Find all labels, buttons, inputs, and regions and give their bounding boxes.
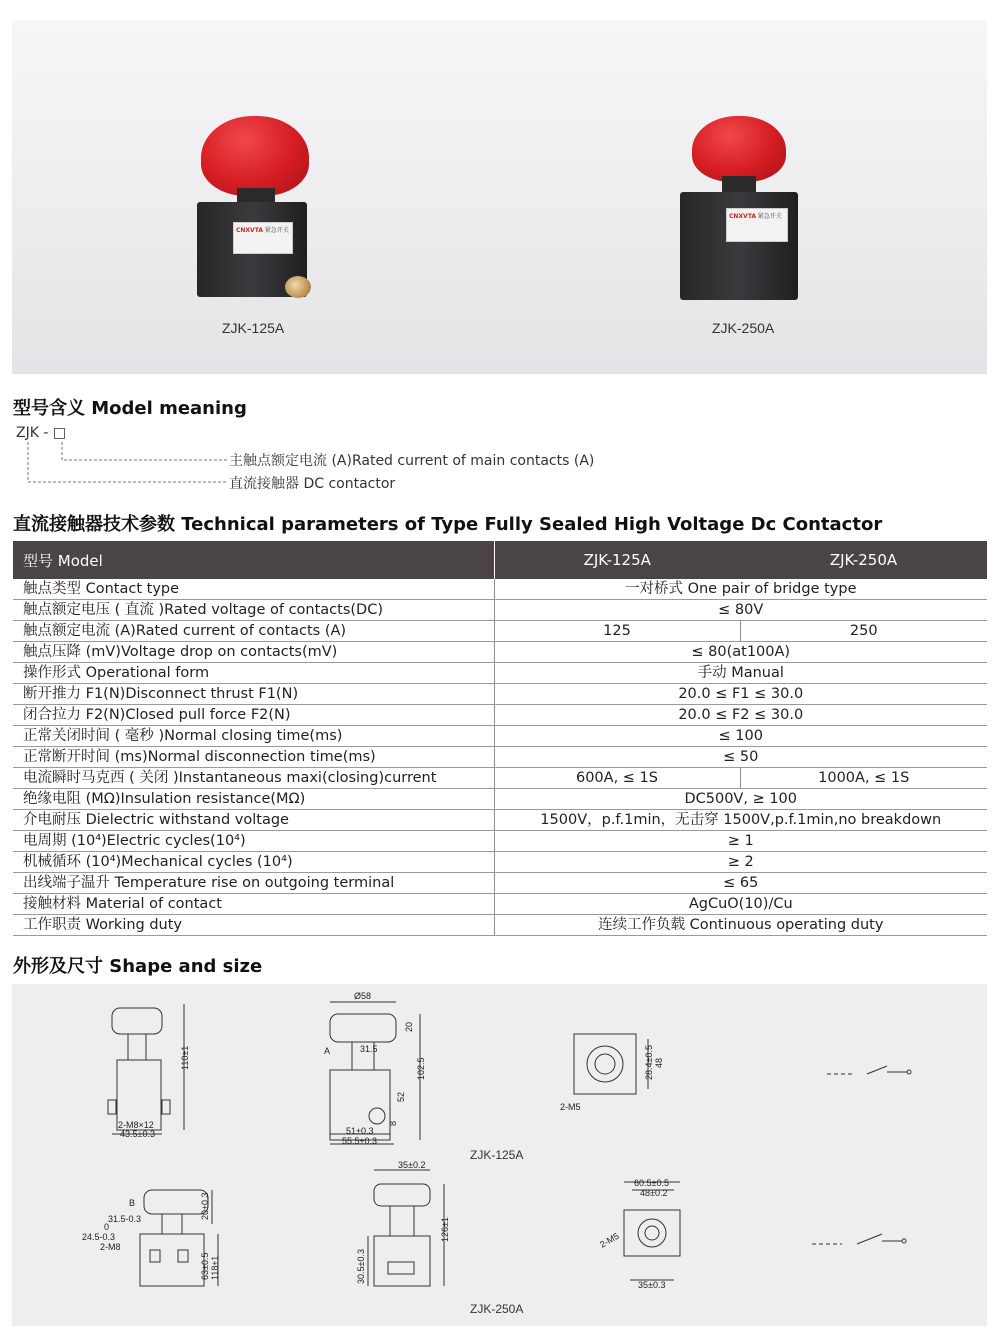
table-row (13, 621, 987, 642)
product-caption-125a: ZJK-125A (222, 320, 285, 336)
table-row (13, 642, 987, 663)
table-row (13, 747, 987, 768)
table-header-row (13, 541, 987, 579)
dim-label: A (324, 1046, 331, 1056)
param-value: ≤ 65 (494, 873, 987, 894)
table-row (13, 789, 987, 810)
param-value: ≤ 80(at100A) (494, 642, 987, 663)
param-label: 操作形式 Operational form (13, 663, 494, 684)
dim-label: 20 (404, 1021, 414, 1032)
dim-label: 35±0.3 (638, 1280, 666, 1290)
product-zjk-250a-image (680, 116, 805, 306)
dim-label: 118±1 (210, 1255, 220, 1280)
param-label: 电流瞬时马克西 ( 关闭 )Instantaneous maxi(closing)current (13, 768, 494, 789)
model-code: ZJK - □ (16, 425, 67, 441)
table-row (13, 768, 987, 789)
param-value: ≤ 100 (494, 726, 987, 747)
param-label: 触点类型 Contact type (13, 579, 494, 600)
plate-label: 紧急开关 (264, 227, 289, 234)
model-meaning-connector-lines (20, 440, 230, 486)
model-meaning-title: 型号含义 Model meaning (13, 398, 247, 419)
param-value: 20.0 ≤ F1 ≤ 30.0 (494, 684, 987, 705)
brand-label: CNXVTA (236, 227, 263, 234)
param-value: 一对桥式 One pair of bridge type (494, 579, 987, 600)
dim-label: 102.5 (416, 1057, 426, 1080)
dim-label: 2-M8×12 (118, 1120, 154, 1130)
dim-label: B (129, 1198, 136, 1208)
dim-label: 30.5±0.3 (356, 1249, 366, 1284)
table-row (13, 894, 987, 915)
param-value: ≤ 80V (494, 600, 987, 621)
table-row (13, 852, 987, 873)
param-label: 闭合拉力 F2(N)Closed pull force F2(N) (13, 705, 494, 726)
dim-label: 20±0.3 (200, 1192, 210, 1220)
dim-label: 2-M5 (598, 1230, 621, 1250)
param-label: 触点额定电流 (A)Rated current of contacts (A) (13, 621, 494, 642)
table-row (13, 579, 987, 600)
dim-label: 60.5±0.5 (634, 1178, 669, 1188)
tech-params-title: 直流接触器技术参数 Technical parameters of Type Fully Sealed High Voltage Dc Contactor (13, 514, 883, 535)
param-value: 连续工作负载 Continuous operating duty (494, 915, 987, 936)
param-label: 出线端子温升 Temperature rise on outgoing terminal (13, 873, 494, 894)
dim-label: 43.5±0.3 (120, 1129, 155, 1139)
shape-size-title: 外形及尺寸 Shape and size (13, 956, 263, 977)
dimension-drawing-panel (12, 984, 987, 1326)
table-row (13, 831, 987, 852)
param-value: ≤ 50 (494, 747, 987, 768)
drawing-caption-125a: ZJK-125A (470, 1148, 524, 1162)
dim-label: 28.4±0.5 (644, 1045, 654, 1080)
product-caption-250a: ZJK-250A (712, 320, 775, 336)
model-meaning-line2: 直流接触器 DC contactor (229, 476, 396, 492)
param-label: 电周期 (10⁴)Electric cycles(10⁴) (13, 831, 494, 852)
param-value-250a: 250 (740, 621, 987, 642)
dim-label: 126±1 (440, 1217, 450, 1242)
param-value: 20.0 ≤ F2 ≤ 30.0 (494, 705, 987, 726)
table-row (13, 684, 987, 705)
table-row (13, 873, 987, 894)
brand-label-2: CNXVTA (729, 213, 756, 220)
table-row (13, 600, 987, 621)
product-zjk-125a-image (197, 116, 322, 316)
param-label: 正常关闭时间 ( 毫秒 )Normal closing time(ms) (13, 726, 494, 747)
dim-label: 48±0.2 (640, 1188, 668, 1198)
param-value: 手动 Manual (494, 663, 987, 684)
dim-label: 0 (104, 1222, 110, 1232)
dim-label: 63±0.5 (200, 1252, 210, 1280)
dim-label: 8 (388, 1120, 398, 1126)
param-label: 接触材料 Material of contact (13, 894, 494, 915)
param-label: 触点压降 (mV)Voltage drop on contacts(mV) (13, 642, 494, 663)
dim-label: 2-M8 (100, 1242, 121, 1252)
param-value: ≥ 1 (494, 831, 987, 852)
table-row (13, 726, 987, 747)
param-value-250a: 1000A, ≤ 1S (740, 768, 987, 789)
param-label: 机械循环 (10⁴)Mechanical cycles (10⁴) (13, 852, 494, 873)
drawing-caption-250a: ZJK-250A (470, 1302, 524, 1316)
dim-label: 48 (654, 1057, 664, 1068)
tech-params-table (13, 541, 987, 936)
param-label: 正常断开时间 (ms)Normal disconnection time(ms) (13, 747, 494, 768)
table-row (13, 705, 987, 726)
dim-label: 31.5 (360, 1044, 378, 1054)
param-label: 绝缘电阻 (MΩ)Insulation resistance(MΩ) (13, 789, 494, 810)
model-meaning-line1: 主触点额定电流 (A)Rated current of main contacts (A) (229, 453, 595, 469)
table-row (13, 663, 987, 684)
dim-label: 2-M5 (560, 1102, 581, 1112)
product-photo-panel (12, 20, 987, 374)
param-value: ≥ 2 (494, 852, 987, 873)
dim-label: 31.5-0.3 (108, 1214, 142, 1224)
dim-label: 52 (396, 1091, 406, 1102)
param-label: 断开推力 F1(N)Disconnect thrust F1(N) (13, 684, 494, 705)
param-value-125a: 125 (494, 621, 740, 642)
plate-label-2: 紧急开关 (757, 213, 782, 220)
param-label: 介电耐压 Dielectric withstand voltage (13, 810, 494, 831)
param-value: DC500V, ≥ 100 (494, 789, 987, 810)
table-row (13, 915, 987, 936)
dim-label: 35±0.2 (398, 1160, 426, 1170)
param-value-125a: 600A, ≤ 1S (494, 768, 740, 789)
param-label: 触点额定电压 ( 直流 )Rated voltage of contacts(DC) (13, 600, 494, 621)
header-col2: ZJK-250A (740, 541, 987, 579)
dim-label: 51±0.3 (346, 1126, 374, 1136)
header-model: 型号 Model (13, 541, 494, 579)
param-value: AgCuO(10)/Cu (494, 894, 987, 915)
dim-label: Ø58 (354, 991, 372, 1001)
dim-label: 110±1 (180, 1045, 190, 1070)
dim-label: 55.5±0.3 (342, 1136, 377, 1146)
param-label: 工作职责 Working duty (13, 915, 494, 936)
param-value: 1500V，p.f.1min，无击穿 1500V,p.f.1min,no breakdown (494, 810, 987, 831)
table-row (13, 810, 987, 831)
header-col1: ZJK-125A (494, 541, 740, 579)
dim-label: 24.5-0.3 (82, 1232, 116, 1242)
